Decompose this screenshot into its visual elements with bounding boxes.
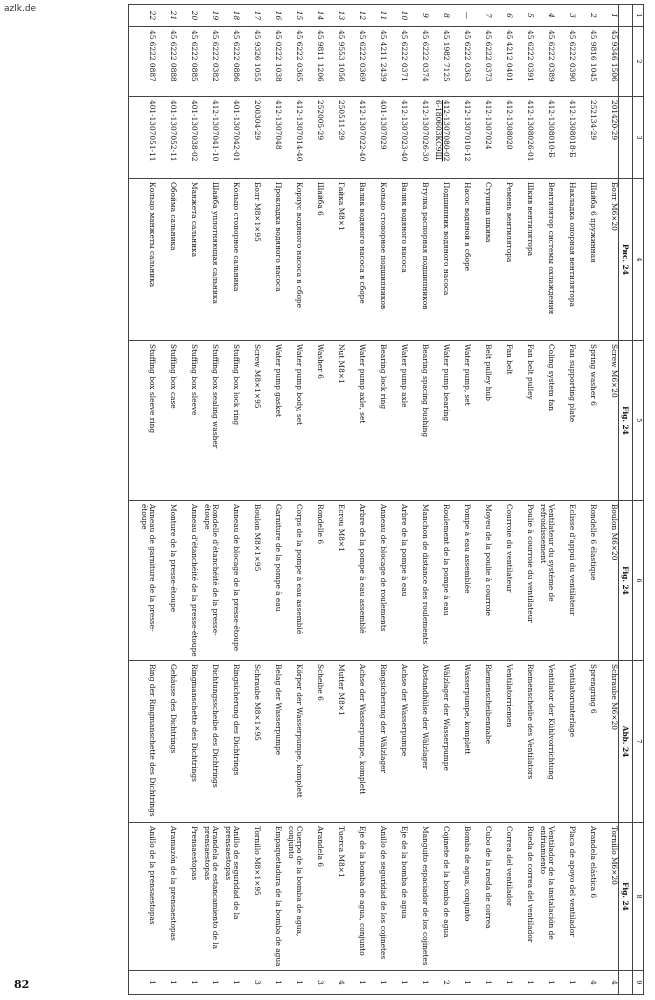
row-part-number: 412-1308026-01 <box>513 97 534 179</box>
row-part-number: 412-1307024 <box>471 97 492 179</box>
row-catalog-number: 45 6222 0888 <box>156 27 177 97</box>
row-name-ru: Кольцо манжеты сальника <box>129 179 157 341</box>
row-name-es: Arandela de estancamiento de la prensaestopas <box>198 823 219 971</box>
row-part-number: 412-1308018-Б <box>555 97 576 179</box>
row-name-de: Sprengring 6 <box>576 661 597 823</box>
row-catalog-number: 45 6222 0373 <box>471 27 492 97</box>
row-name-fr: Anneau de blocage de la presse-étoupe <box>219 501 240 661</box>
col-number: 7 <box>633 661 644 823</box>
row-catalog-number: 45 9326 1055 <box>240 27 261 97</box>
row-name-de: Körper der Wasserpumpe, komplett <box>282 661 303 823</box>
row-catalog-number: 45 6222 0374 <box>408 27 429 97</box>
row-name-ru: Ступица шкива <box>471 179 492 341</box>
row-name-de: Achse der Wasserpumpe, komplett <box>345 661 366 823</box>
row-name-de: Schraube M6×20 <box>597 661 619 823</box>
row-name-es: Arandela 6 <box>303 823 324 971</box>
col-number: 9 <box>633 971 644 995</box>
row-name-es: Manguito espaciador de los cojinetes <box>408 823 429 971</box>
table-row <box>303 5 324 995</box>
row-name-ru: Втулка распорная подшипников <box>408 179 429 341</box>
row-name-de: Ringsicherung der Wälzlager <box>366 661 387 823</box>
row-name-en: Fan belt pulley <box>513 341 534 501</box>
row-name-fr: Rondelle 6 <box>303 501 324 661</box>
row-name-de: Ring der Ringmanschette des Dichtrings <box>129 661 157 823</box>
row-name-ru: Кольцо стопорное подшипников <box>366 179 387 341</box>
row-catalog-number: 45 6222 0887 <box>129 27 157 97</box>
row-position: 14 <box>303 5 324 27</box>
row-position: 9 <box>408 5 429 27</box>
row-name-fr: Courroie du ventilateur <box>492 501 513 661</box>
row-name-fr: Monture de la presse-étoupe <box>156 501 177 661</box>
row-name-es: Arandela elástica 6 <box>576 823 597 971</box>
row-name-fr: Moyeu de la poulie à courroie <box>471 501 492 661</box>
row-part-number: 252134-29 <box>576 97 597 179</box>
col-number: 3 <box>633 97 644 179</box>
row-name-fr: Anneau de garniture de la presse-étoupe <box>129 501 157 661</box>
row-name-en: Bearing lock ring <box>366 341 387 501</box>
row-name-de: Schraube M8×1×95 <box>240 661 261 823</box>
row-quantity: 4 <box>597 971 619 995</box>
row-position: 21 <box>156 5 177 27</box>
row-name-ru: Манжета сальника <box>177 179 198 341</box>
row-name-de: Achse der Wasserpumpe <box>387 661 408 823</box>
row-position: 7 <box>471 5 492 27</box>
row-catalog-number: 45 9346 1506 <box>597 27 619 97</box>
row-name-ru: Шайба уплотняющая сальника <box>198 179 219 341</box>
row-quantity: 4 <box>576 971 597 995</box>
row-catalog-number: 45 6222 0371 <box>387 27 408 97</box>
row-part-number: 412-1307048 <box>261 97 282 179</box>
row-name-de: Ringsicherung des Dichtrings <box>219 661 240 823</box>
table-row <box>240 5 261 995</box>
row-position: 2 <box>576 5 597 27</box>
row-position: 13 <box>324 5 345 27</box>
table-row <box>471 5 492 995</box>
row-quantity: 1 <box>219 971 240 995</box>
table-row <box>261 5 282 995</box>
row-catalog-number: 45 6222 0389 <box>534 27 555 97</box>
row-position: 17 <box>240 5 261 27</box>
row-name-es: Bomba de agua, conjunto <box>450 823 471 971</box>
row-quantity: 1 <box>555 971 576 995</box>
row-position: 5 <box>513 5 534 27</box>
row-name-es: Anillo de la prensaestopas <box>129 823 157 971</box>
row-part-number: 412-1307010-12 <box>450 97 471 179</box>
col-number: 1 <box>633 5 644 27</box>
row-part-number: 412-1307023-40 <box>387 97 408 179</box>
row-part-number: 412-1307014-40 <box>282 97 303 179</box>
row-name-de: Wasserpumpe, komplett <box>450 661 471 823</box>
row-name-en: Screw M6×20 <box>597 341 619 501</box>
row-quantity: 1 <box>345 971 366 995</box>
table-row <box>177 5 198 995</box>
row-name-fr: Garniture de la pompe à eau <box>261 501 282 661</box>
row-quantity: 3 <box>303 971 324 995</box>
row-name-en: Spring washer 6 <box>576 341 597 501</box>
row-quantity: 1 <box>366 971 387 995</box>
row-name-ru: Ремень вентилятора <box>492 179 513 341</box>
row-name-de: Ringmanschette des Dichtrings <box>177 661 198 823</box>
row-name-fr: Poulie à courroie du ventilateur <box>513 501 534 661</box>
row-name-en: Bearing spacing bushing <box>408 341 429 501</box>
row-quantity: 1 <box>534 971 555 995</box>
row-catalog-number: 45 0222 1038 <box>261 27 282 97</box>
table-row <box>408 5 429 995</box>
row-name-en: Fan supporting plate <box>555 341 576 501</box>
row-part-number-primary: 412-1307080-02 <box>442 100 451 162</box>
table-row <box>555 5 576 995</box>
row-part-number: 401-1307029 <box>366 97 387 179</box>
row-name-de: Dichtungsscheibe des Dichtrings <box>198 661 219 823</box>
row-name-es: Ventilador de la instalación de enfriamiento <box>534 823 555 971</box>
row-position: 19 <box>198 5 219 27</box>
header-blank <box>619 27 633 97</box>
header-blank <box>619 971 633 995</box>
row-name-es: Tornillo M8×1×95 <box>240 823 261 971</box>
row-part-number <box>429 97 450 179</box>
row-name-de: Belag der Wasserpumpe <box>261 661 282 823</box>
row-position: 11 <box>366 5 387 27</box>
header-blank <box>619 5 633 27</box>
table-row <box>156 5 177 995</box>
row-quantity: 1 <box>471 971 492 995</box>
row-name-ru: Шкив вентилятора <box>513 179 534 341</box>
table-row <box>513 5 534 995</box>
row-catalog-number: 45 6222 0365 <box>282 27 303 97</box>
row-name-en: Washer 6 <box>303 341 324 501</box>
row-quantity: 1 <box>129 971 157 995</box>
row-name-fr: Arbre de la pompe à eau assemblé <box>345 501 366 661</box>
row-part-number: 201420-29 <box>597 97 619 179</box>
row-name-es: Cubo de la rueda de correa <box>471 823 492 971</box>
row-name-de: Gehäuse des Dichtrings <box>156 661 177 823</box>
row-quantity: 1 <box>408 971 429 995</box>
row-name-en: Water pump, set <box>450 341 471 501</box>
row-name-fr: Anneau de blocage de roulements <box>366 501 387 661</box>
row-name-ru: Болт М6×20 <box>597 179 619 341</box>
table-row <box>282 5 303 995</box>
row-part-number: 401-1307042-01 <box>219 97 240 179</box>
parts-table-page <box>11 0 644 1000</box>
row-name-fr: Pompe à eau assemblée <box>450 501 471 661</box>
row-quantity: 2 <box>429 971 450 995</box>
row-name-es: Eje de la bomba de agua, conjunto <box>345 823 366 971</box>
row-name-fr: Manchon de distance des roulements <box>408 501 429 661</box>
row-name-en: Stuffing box sleeve ring <box>129 341 157 501</box>
row-name-de: Scheibe 6 <box>303 661 324 823</box>
row-name-ru: Болт М8×1×95 <box>240 179 261 341</box>
table-row <box>534 5 555 995</box>
row-position: 4 <box>534 5 555 27</box>
table-row <box>387 5 408 995</box>
row-name-ru: Вентилятор системы охлаждения <box>534 179 555 341</box>
table-row <box>198 5 219 995</box>
figure-header-row <box>619 5 633 995</box>
parts-table <box>128 4 644 995</box>
row-name-en: Water pump body, set <box>282 341 303 501</box>
row-position: 3 <box>555 5 576 27</box>
row-name-fr: Ecrou M8×1 <box>324 501 345 661</box>
row-name-en: Nut M8×1 <box>324 341 345 501</box>
row-name-en: Water pump bearing <box>429 341 450 501</box>
row-name-fr: Boulon M8×1×95 <box>240 501 261 661</box>
row-position: 10 <box>387 5 408 27</box>
row-name-ru: Насос водяной в сборе <box>450 179 471 341</box>
row-name-ru: Обойма сальника <box>156 179 177 341</box>
row-name-es: Prensaestopas <box>177 823 198 971</box>
row-quantity: 1 <box>450 971 471 995</box>
row-name-fr: Rondelle d'étanchéité de la presse-étoupe <box>198 501 219 661</box>
row-part-number-bearing-code: 6-180603КС9Ш <box>433 100 443 160</box>
row-name-fr: Roulement de la pompe à eau <box>429 501 450 661</box>
column-number-row <box>633 5 644 995</box>
row-catalog-number: 45 6222 0363 <box>450 27 471 97</box>
row-name-ru: Корпус водяного насоса в сборе <box>282 179 303 341</box>
row-catalog-number: 45 6222 0391 <box>513 27 534 97</box>
col-number: 6 <box>633 501 644 661</box>
row-part-number: 412-1307022-40 <box>345 97 366 179</box>
table-row <box>345 5 366 995</box>
header-ru: Рис. 24 <box>619 179 633 341</box>
row-part-number: 200304-29 <box>240 97 261 179</box>
row-position: 8 <box>429 5 450 27</box>
row-name-ru: Кольцо стопорное сальника <box>219 179 240 341</box>
row-name-en: Fan belt <box>492 341 513 501</box>
row-name-de: Wälzlager der Wasserpumpe <box>429 661 450 823</box>
table-row <box>324 5 345 995</box>
row-name-en: Belt pulley hub <box>471 341 492 501</box>
row-position: 1 <box>597 5 619 27</box>
row-catalog-number: 45 4212 0401 <box>492 27 513 97</box>
table-row <box>366 5 387 995</box>
row-position: 18 <box>219 5 240 27</box>
header-fr: Fig. 24 <box>619 501 633 661</box>
row-name-fr: Anneau d'étanchéité de la presse-étoupe <box>177 501 198 661</box>
col-number: 8 <box>633 823 644 971</box>
row-name-es: Anillo de seguridad de los cojinetes <box>366 823 387 971</box>
row-name-en: Water pump gasket <box>261 341 282 501</box>
row-position: 15 <box>282 5 303 27</box>
page-number: 82 <box>14 978 30 991</box>
row-name-ru: Подшипник водяного насоса <box>429 179 450 341</box>
row-name-en: Stuffing box sealing washer <box>198 341 219 501</box>
row-name-fr: Boulon M6×20 <box>597 501 619 661</box>
row-catalog-number: 45 9816 1045 <box>576 27 597 97</box>
row-name-fr: Rondelle 6 élastique <box>576 501 597 661</box>
row-name-es: Cuerpo de la bomba de agua, conjunto <box>282 823 303 971</box>
row-quantity: 3 <box>240 971 261 995</box>
row-position: 16 <box>261 5 282 27</box>
row-name-fr: Corps de la pompe à eau assemblé <box>282 501 303 661</box>
header-es: Fig. 24 <box>619 823 633 971</box>
row-name-en: Stuffing box case <box>156 341 177 501</box>
row-catalog-number: 45 6222 0886 <box>219 27 240 97</box>
row-quantity: 1 <box>492 971 513 995</box>
header-de: Abb. 24 <box>619 661 633 823</box>
row-name-es: Correa del ventilador <box>492 823 513 971</box>
row-name-es: Empaquetadura de la bomba de agua <box>261 823 282 971</box>
row-name-en: Coling system fan <box>534 341 555 501</box>
row-quantity: 4 <box>324 971 345 995</box>
row-name-es: Aramazón de la prensaestopas <box>156 823 177 971</box>
table-row <box>129 5 157 995</box>
row-quantity: 1 <box>156 971 177 995</box>
row-name-fr: Arbre de la pompe à eau <box>387 501 408 661</box>
col-number: 5 <box>633 341 644 501</box>
row-name-en: Water pump axle <box>387 341 408 501</box>
row-name-fr: Ventilateur du système de refroidissement <box>534 501 555 661</box>
row-position: 20 <box>177 5 198 27</box>
row-quantity: 1 <box>177 971 198 995</box>
row-name-de: Abstandhülse der Wälzlager <box>408 661 429 823</box>
row-part-number: 401-1307052-11 <box>156 97 177 179</box>
row-part-number: 412-1307026-30 <box>408 97 429 179</box>
table-row <box>597 5 619 995</box>
row-part-number: 412-1308020 <box>492 97 513 179</box>
col-number: 4 <box>633 179 644 341</box>
table-row <box>576 5 597 995</box>
row-name-ru: Прокладка водяного насоса <box>261 179 282 341</box>
row-name-es: Tuerca M8×1 <box>324 823 345 971</box>
row-name-en: Water pump axle, set <box>345 341 366 501</box>
row-name-en: Screw M8×1×95 <box>240 341 261 501</box>
row-name-es: Anillo de seguridad de la prensaestopas <box>219 823 240 971</box>
row-position: 6 <box>492 5 513 27</box>
row-catalog-number: 45 9553 1056 <box>324 27 345 97</box>
row-name-fr: Eclisse d'appui du ventilateur <box>555 501 576 661</box>
header-blank <box>619 97 633 179</box>
table-row <box>450 5 471 995</box>
row-quantity: 1 <box>282 971 303 995</box>
row-quantity: 1 <box>261 971 282 995</box>
row-quantity: 1 <box>387 971 408 995</box>
row-name-de: Riemenscheibennabe <box>471 661 492 823</box>
row-name-ru: Валик водяного насоса в сборе <box>345 179 366 341</box>
row-catalog-number: 45 6222 0390 <box>555 27 576 97</box>
row-name-es: Tornillo M6×20 <box>597 823 619 971</box>
row-name-de: Ventilatorriemen <box>492 661 513 823</box>
row-catalog-number: 45 6222 0382 <box>198 27 219 97</box>
row-name-es: Cojinete de la bomba de agua <box>429 823 450 971</box>
row-name-en: Stuffing box sleeve <box>177 341 198 501</box>
row-part-number: 250511-29 <box>324 97 345 179</box>
row-name-ru: Гайка М8×1 <box>324 179 345 341</box>
row-catalog-number: 45 1982 7125 <box>429 27 450 97</box>
row-name-de: Ventilator der Kühlvorrichtung <box>534 661 555 823</box>
row-position: — <box>450 5 471 27</box>
row-part-number: 401-1307038-02 <box>177 97 198 179</box>
row-catalog-number: 45 6222 0369 <box>345 27 366 97</box>
table-row <box>219 5 240 995</box>
row-name-ru: Шайба 6 <box>303 179 324 341</box>
row-name-ru: Шайба 6 пружинная <box>576 179 597 341</box>
row-quantity: 1 <box>513 971 534 995</box>
row-name-ru: Накладка опорная вентилятора <box>555 179 576 341</box>
table-row <box>429 5 450 995</box>
row-part-number: 412-1307041-10 <box>198 97 219 179</box>
row-quantity: 1 <box>198 971 219 995</box>
header-en: Fig. 24 <box>619 341 633 501</box>
row-part-number: 401-1307051-11 <box>129 97 157 179</box>
row-part-number: 252005-29 <box>303 97 324 179</box>
table-row <box>492 5 513 995</box>
row-name-de: Ventilatorunterlage <box>555 661 576 823</box>
row-name-en: Stuffing box lock ring <box>219 341 240 501</box>
row-name-de: Mutter M8×1 <box>324 661 345 823</box>
row-name-es: Rueda de correa del ventilador <box>513 823 534 971</box>
row-name-de: Riemenscheibe des Ventilators <box>513 661 534 823</box>
row-part-number: 412-1308010-Б <box>534 97 555 179</box>
row-catalog-number: 45 4211 2439 <box>366 27 387 97</box>
row-name-ru: Валик водяного насоса <box>387 179 408 341</box>
row-catalog-number: 45 9811 1206 <box>303 27 324 97</box>
parts-rows <box>129 5 619 995</box>
col-number: 2 <box>633 27 644 97</box>
row-position: 12 <box>345 5 366 27</box>
row-name-es: Eje de la bomba de agua <box>387 823 408 971</box>
row-position: 22 <box>129 5 157 27</box>
row-catalog-number: 45 6222 0885 <box>177 27 198 97</box>
watermark: azlk.de <box>4 4 37 14</box>
row-name-es: Placa de apoyo del ventilador <box>555 823 576 971</box>
